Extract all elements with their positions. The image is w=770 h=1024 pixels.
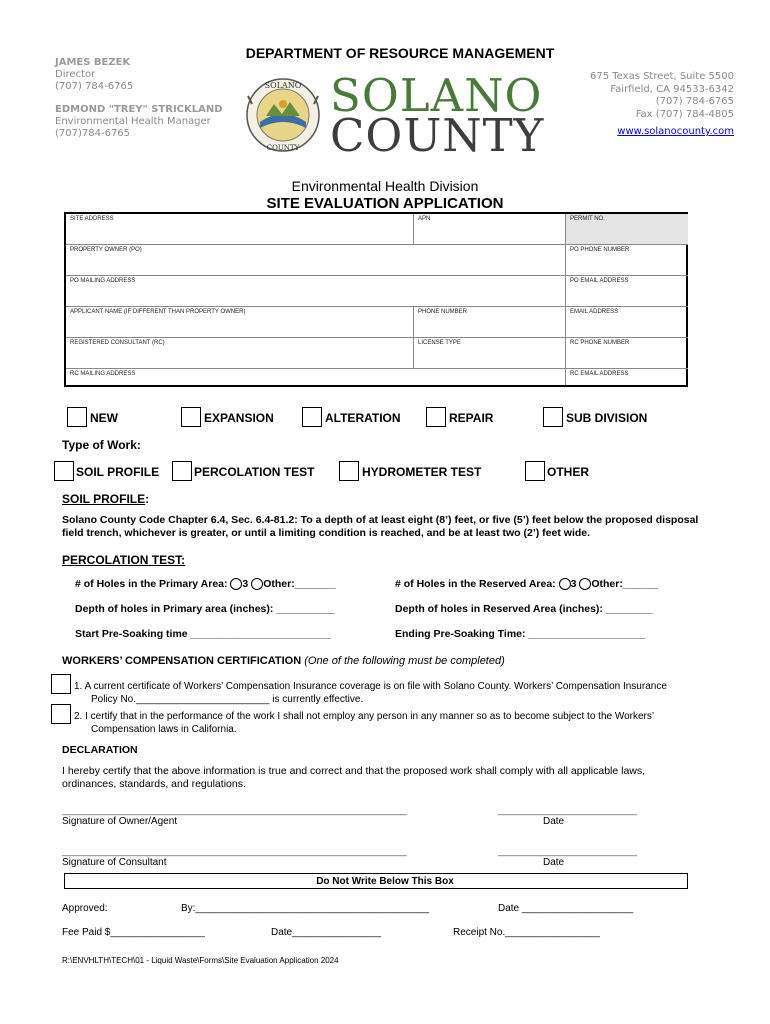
- address-block: [590, 71, 734, 139]
- reserved-holes-row: [395, 578, 658, 590]
- declaration-heading: DECLARATION: [62, 744, 138, 756]
- primary-three-label: 3: [242, 578, 249, 590]
- office-use-banner: Do Not Write Below This Box: [316, 876, 454, 887]
- primary-other-label: Other:_______: [263, 578, 336, 590]
- seal-top-text: SOLANO: [264, 81, 302, 90]
- reserved-other-radio[interactable]: [579, 578, 591, 590]
- po-mailing-field[interactable]: [66, 276, 566, 307]
- po-phone-field[interactable]: [566, 245, 688, 276]
- logo-line1: SOLANO: [330, 69, 543, 122]
- po-phone-label: PO PHONE NUMBER: [570, 247, 630, 253]
- new-label: NEW: [90, 411, 118, 425]
- address-line1: 675 Texas Street, Suite 5500: [590, 71, 734, 82]
- apn-field[interactable]: [414, 214, 566, 245]
- depth-reserved-field[interactable]: Depth of holes in Reserved Area (inches): ________: [395, 603, 653, 615]
- director-phone: (707) 784-6765: [55, 81, 134, 92]
- applicant-name-label: APPLICANT NAME (IF DIFFERENT THAN PROPERTY OWNER): [70, 309, 246, 315]
- manager-block: [55, 104, 223, 140]
- license-type-field[interactable]: [414, 338, 566, 369]
- manager-name: EDMOND "TREY" STRICKLAND: [55, 104, 223, 115]
- approved-by-field[interactable]: By:__________________________________________: [181, 903, 430, 914]
- email-address-field[interactable]: [566, 307, 688, 338]
- percolation-test-label: PERCOLATION TEST: [194, 465, 315, 479]
- declaration-text: I hereby certify that the above information is true and correct and that the proposed work shall comply with all applicable laws, ordinances, standards, and regulations.: [62, 765, 646, 790]
- new-checkbox[interactable]: [67, 407, 87, 427]
- director-title: Director: [55, 69, 96, 80]
- consultant-signature-label: Signature of Consultant: [62, 857, 167, 868]
- reserved-other-label: Other:______: [591, 578, 658, 590]
- workers-comp-option2: [74, 710, 654, 736]
- owner-date-line[interactable]: _________________________: [498, 805, 638, 816]
- rc-email-field[interactable]: [566, 369, 688, 385]
- option1-line2: Policy No.________________________ is currently effective.: [91, 694, 364, 705]
- soil-profile-checkbox[interactable]: [54, 461, 74, 481]
- po-email-label: PO EMAIL ADDRESS: [570, 278, 629, 284]
- approved-date-field[interactable]: Date ____________________: [498, 903, 634, 914]
- director-block: [55, 57, 133, 93]
- po-email-field[interactable]: [566, 276, 688, 307]
- workers-comp-heading: WORKERS’ COMPENSATION CERTIFICATION: [62, 655, 302, 667]
- depth-primary-field[interactable]: Depth of holes in Primary area (inches): __________: [75, 603, 335, 615]
- phone-number-field[interactable]: [414, 307, 566, 338]
- primary-holes-row: [75, 578, 336, 590]
- repair-checkbox[interactable]: [426, 407, 446, 427]
- county-seal: [244, 76, 322, 154]
- consultant-date-label: Date: [543, 857, 565, 868]
- expansion-label: EXPANSION: [204, 411, 274, 425]
- owner-signature-line[interactable]: ______________________________________________________________: [62, 805, 407, 816]
- soil-profile-heading-wrap: [62, 492, 149, 506]
- primary-other-radio[interactable]: [251, 578, 263, 590]
- consultant-signature-line[interactable]: ______________________________________________________________: [62, 846, 407, 857]
- phone-number: (707) 784-6765: [655, 96, 734, 107]
- applicant-name-field[interactable]: [66, 307, 414, 338]
- director-name: JAMES BEZEK: [55, 57, 131, 68]
- type-of-work-label: Type of Work:: [62, 438, 141, 452]
- start-presoak-field[interactable]: Start Pre-Soaking time ________________________: [75, 628, 331, 640]
- alteration-checkbox[interactable]: [302, 407, 322, 427]
- registered-consultant-label: REGISTERED CONSULTANT (RC): [70, 340, 165, 346]
- repair-label: REPAIR: [449, 411, 494, 425]
- website-link[interactable]: www.solanocounty.com: [617, 126, 734, 137]
- fee-date-field[interactable]: Date________________: [271, 927, 382, 938]
- email-address-label: EMAIL ADDRESS: [570, 309, 619, 315]
- other-label: OTHER: [547, 465, 589, 479]
- subdivision-label: SUB DIVISION: [566, 411, 648, 425]
- option1-line1: 1. A current certificate of Workers’ Compensation Insurance coverage is on file with Solano County. Workers’ Compensation Insurance: [74, 681, 667, 692]
- registered-consultant-field[interactable]: [66, 338, 414, 369]
- approved-label: Approved:: [62, 903, 108, 914]
- rc-mailing-field[interactable]: [66, 369, 566, 385]
- application-title: SITE EVALUATION APPLICATION: [266, 195, 504, 212]
- site-address-label: SITE ADDRESS: [70, 216, 114, 222]
- alteration-label: ALTERATION: [325, 411, 401, 425]
- workers-comp-note: (One of the following must be completed): [304, 655, 505, 667]
- po-mailing-label: PO MAILING ADDRESS: [70, 278, 136, 284]
- expansion-checkbox[interactable]: [181, 407, 201, 427]
- rc-mailing-label: RC MAILING ADDRESS: [70, 371, 136, 377]
- permit-no-field: [566, 214, 688, 245]
- department-title: DEPARTMENT OF RESOURCE MANAGEMENT: [245, 45, 555, 61]
- workers-comp-option1-checkbox[interactable]: [51, 674, 71, 694]
- reserved-three-radio[interactable]: [559, 578, 571, 590]
- rc-phone-label: RC PHONE NUMBER: [570, 340, 630, 346]
- workers-comp-option2-checkbox[interactable]: [51, 704, 71, 724]
- seal-bottom-text: COUNTY: [266, 144, 300, 152]
- workers-comp-heading-row: [62, 655, 505, 667]
- county-logo: [330, 69, 545, 162]
- soil-profile-label: SOIL PROFILE: [76, 465, 160, 479]
- reserved-holes-label: # of Holes in the Reserved Area:: [395, 578, 556, 590]
- hydrometer-test-checkbox[interactable]: [339, 461, 359, 481]
- address-line2: Fairfield, CA 94533-6342: [610, 83, 734, 95]
- manager-title: Environmental Health Manager: [55, 116, 211, 127]
- license-type-label: LICENSE TYPE: [418, 340, 461, 346]
- percolation-test-checkbox[interactable]: [172, 461, 192, 481]
- application-form-grid: [64, 212, 688, 387]
- rc-phone-field[interactable]: [566, 338, 688, 369]
- property-owner-label: PROPERTY OWNER (PO): [70, 247, 142, 253]
- subdivision-checkbox[interactable]: [543, 407, 563, 427]
- fax-number: Fax (707) 784-4805: [635, 108, 734, 120]
- other-checkbox[interactable]: [525, 461, 545, 481]
- soil-profile-colon: :: [145, 492, 150, 506]
- apn-label: APN: [418, 216, 431, 222]
- primary-holes-label: # of Holes in the Primary Area:: [75, 578, 228, 590]
- owner-date-label: Date: [543, 816, 565, 827]
- rc-email-label: RC EMAIL ADDRESS: [570, 371, 629, 377]
- primary-three-radio[interactable]: [230, 578, 242, 590]
- property-owner-field[interactable]: [66, 245, 566, 276]
- option2-line2: Compensation laws in California.: [91, 724, 237, 735]
- receipt-no-field[interactable]: Receipt No._________________: [453, 927, 600, 938]
- owner-signature-label: Signature of Owner/Agent: [62, 816, 178, 827]
- site-address-field[interactable]: [66, 214, 414, 245]
- soil-profile-heading: SOIL PROFILE: [62, 492, 146, 506]
- option2-line1: 2. I certify that in the performance of the work I shall not employ any person in any manner so as to become subject to the Workers’: [74, 711, 655, 722]
- logo-line2: COUNTY: [330, 109, 545, 162]
- end-presoak-field[interactable]: Ending Pre-Soaking Time: ____________________: [395, 628, 646, 640]
- hydrometer-test-label: HYDROMETER TEST: [362, 465, 482, 479]
- manager-phone: (707)784-6765: [55, 128, 131, 139]
- fee-paid-field[interactable]: Fee Paid $_________________: [62, 927, 205, 938]
- workers-comp-option1: [74, 680, 667, 706]
- division-title: Environmental Health Division: [291, 178, 479, 194]
- footer-file-path: R:\ENVHLTH\TECH\01 - Liquid Waste\Forms\Site Evaluation Application 2024: [62, 956, 339, 965]
- percolation-heading: PERCOLATION TEST:: [62, 553, 186, 567]
- phone-number-label: PHONE NUMBER: [418, 309, 468, 315]
- consultant-date-line[interactable]: _________________________: [498, 846, 638, 857]
- reserved-three-label: 3: [570, 578, 577, 590]
- permit-no-label: PERMIT NO.: [570, 216, 605, 222]
- soil-profile-text: Solano County Code Chapter 6.4, Sec. 6.4-81.2: To a depth of at least eight (8’) feet, or five (5’) feet below the proposed disposal field trench, whichever is greater, or until a limiting condition is reached, and be at least two (2’) feet wide.: [62, 514, 699, 539]
